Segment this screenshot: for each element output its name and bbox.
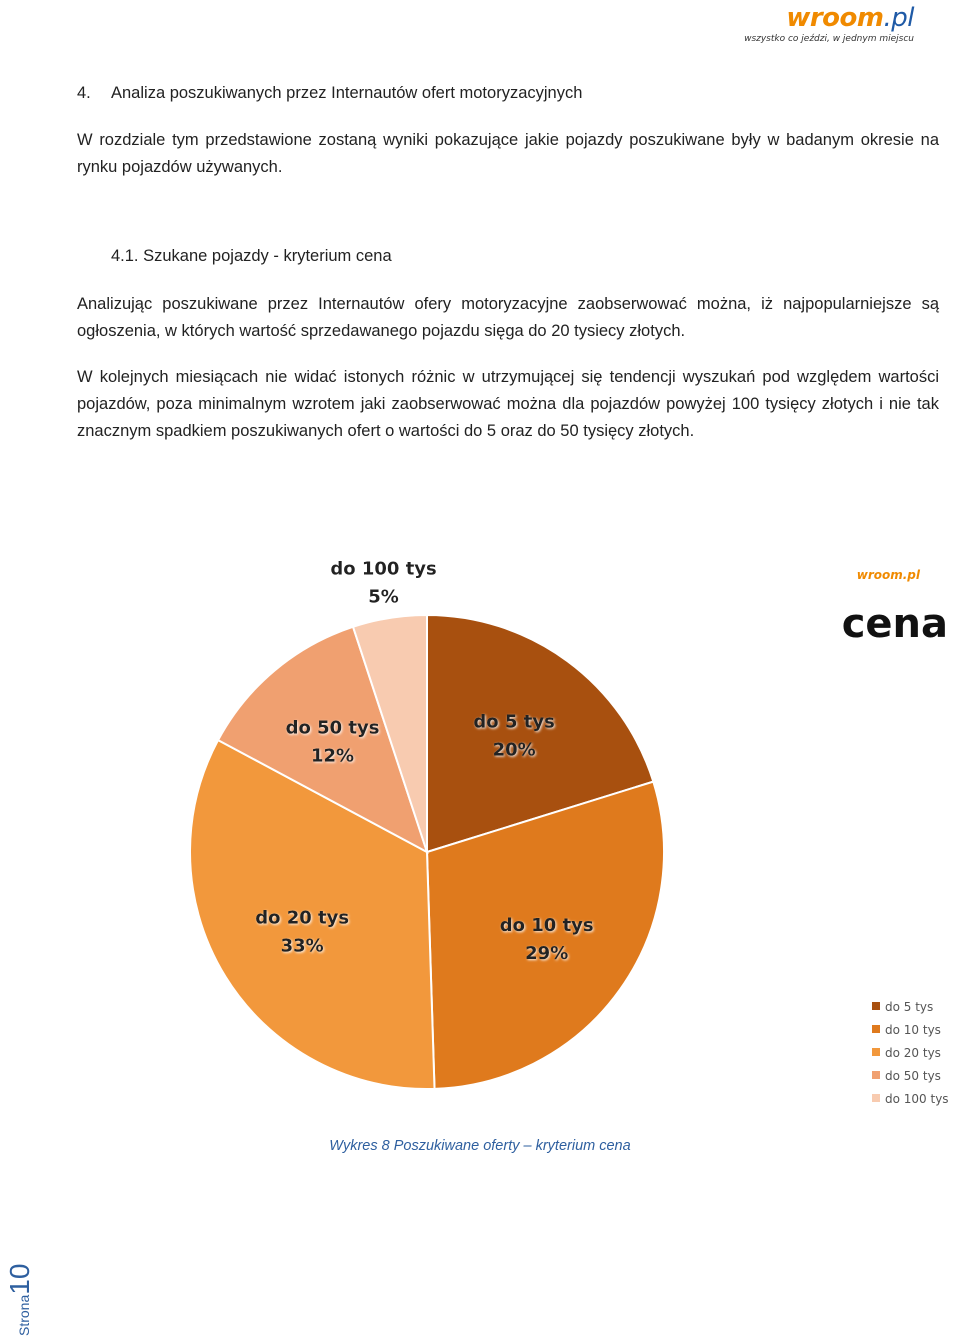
logo-tagline: wszystko co jeździ, w jednym miejscu	[744, 34, 914, 44]
legend-label-do-10-tys: do 10 tys	[885, 1023, 941, 1037]
subsection-heading	[111, 247, 392, 266]
page-number	[4, 1238, 34, 1336]
wroom-logo	[744, 4, 914, 44]
figure-caption: Wykres 8 Poszukiwane oferty – kryterium cena	[329, 1138, 631, 1154]
chart-legend	[872, 1000, 949, 1106]
trend-paragraph: W kolejnych miesiącach nie widać istonych różnic w utrzymującej się tendencji wyszukań pod względem wartości pojazdów, poza minimalnym wzrotem jaki zaobserwować można dla pojazdów powyżej 100 tysięcy złotych i nie tak znacznym spadkiem poszukiwanych ofert o wartości do 5 oraz do 50 tysięcy złotych.	[77, 368, 939, 440]
slice-value-do-50-tys: 12%	[311, 745, 355, 767]
price-pie-chart	[180, 560, 960, 1120]
slice-label-do-20-tys: do 20 tys	[255, 907, 350, 929]
chart-title: cena	[841, 601, 948, 647]
legend-label-do-5-tys: do 5 tys	[885, 1000, 934, 1014]
legend-swatch-do-50-tys	[872, 1071, 880, 1079]
page-number-value: 10	[4, 1263, 35, 1295]
page-label: Strona	[16, 1294, 32, 1336]
slice-label-do-5-tys: do 5 tys	[473, 711, 555, 733]
section-number: 4.	[77, 84, 91, 102]
slice-value-do-20-tys: 33%	[280, 935, 324, 957]
section-title: Analiza poszukiwanych przez Internautów ofert motoryzacyjnych	[111, 84, 583, 102]
legend-label-do-50-tys: do 50 tys	[885, 1069, 941, 1083]
slice-label-do-100-tys: do 100 tys	[330, 560, 437, 580]
slice-label-do-10-tys: do 10 tys	[499, 915, 594, 937]
legend-swatch-do-100-tys	[872, 1094, 880, 1102]
slice-value-do-100-tys: 5%	[368, 586, 399, 608]
legend-swatch-do-10-tys	[872, 1025, 880, 1033]
legend-label-do-20-tys: do 20 tys	[885, 1046, 941, 1060]
legend-swatch-do-20-tys	[872, 1048, 880, 1056]
slice-value-do-10-tys: 29%	[525, 943, 569, 965]
subsection-title: Szukane pojazdy - kryterium cena	[143, 247, 392, 265]
slice-label-do-50-tys: do 50 tys	[285, 717, 380, 739]
analysis-paragraph: Analizując poszukiwane przez Internautów ofery motoryzacyjne zaobserwować można, iż najpopularniejsze są ogłoszenia, w których wartość sprzedawanego pojazdu sięga do 20 tysiecy złotych.	[77, 295, 939, 340]
slice-value-do-5-tys: 20%	[492, 739, 536, 761]
section-heading	[77, 84, 582, 103]
chart-watermark: wroom.pl	[856, 568, 920, 582]
legend-swatch-do-5-tys	[872, 1002, 880, 1010]
logo-wordmark: wroom.pl	[786, 3, 914, 33]
subsection-number: 4.1.	[111, 247, 139, 265]
intro-paragraph: W rozdziale tym przedstawione zostaną wyniki pokazujące jakie pojazdy poszukiwane były w badanym okresie na rynku pojazdów używanych.	[77, 131, 939, 176]
legend-label-do-100-tys: do 100 tys	[885, 1092, 949, 1106]
